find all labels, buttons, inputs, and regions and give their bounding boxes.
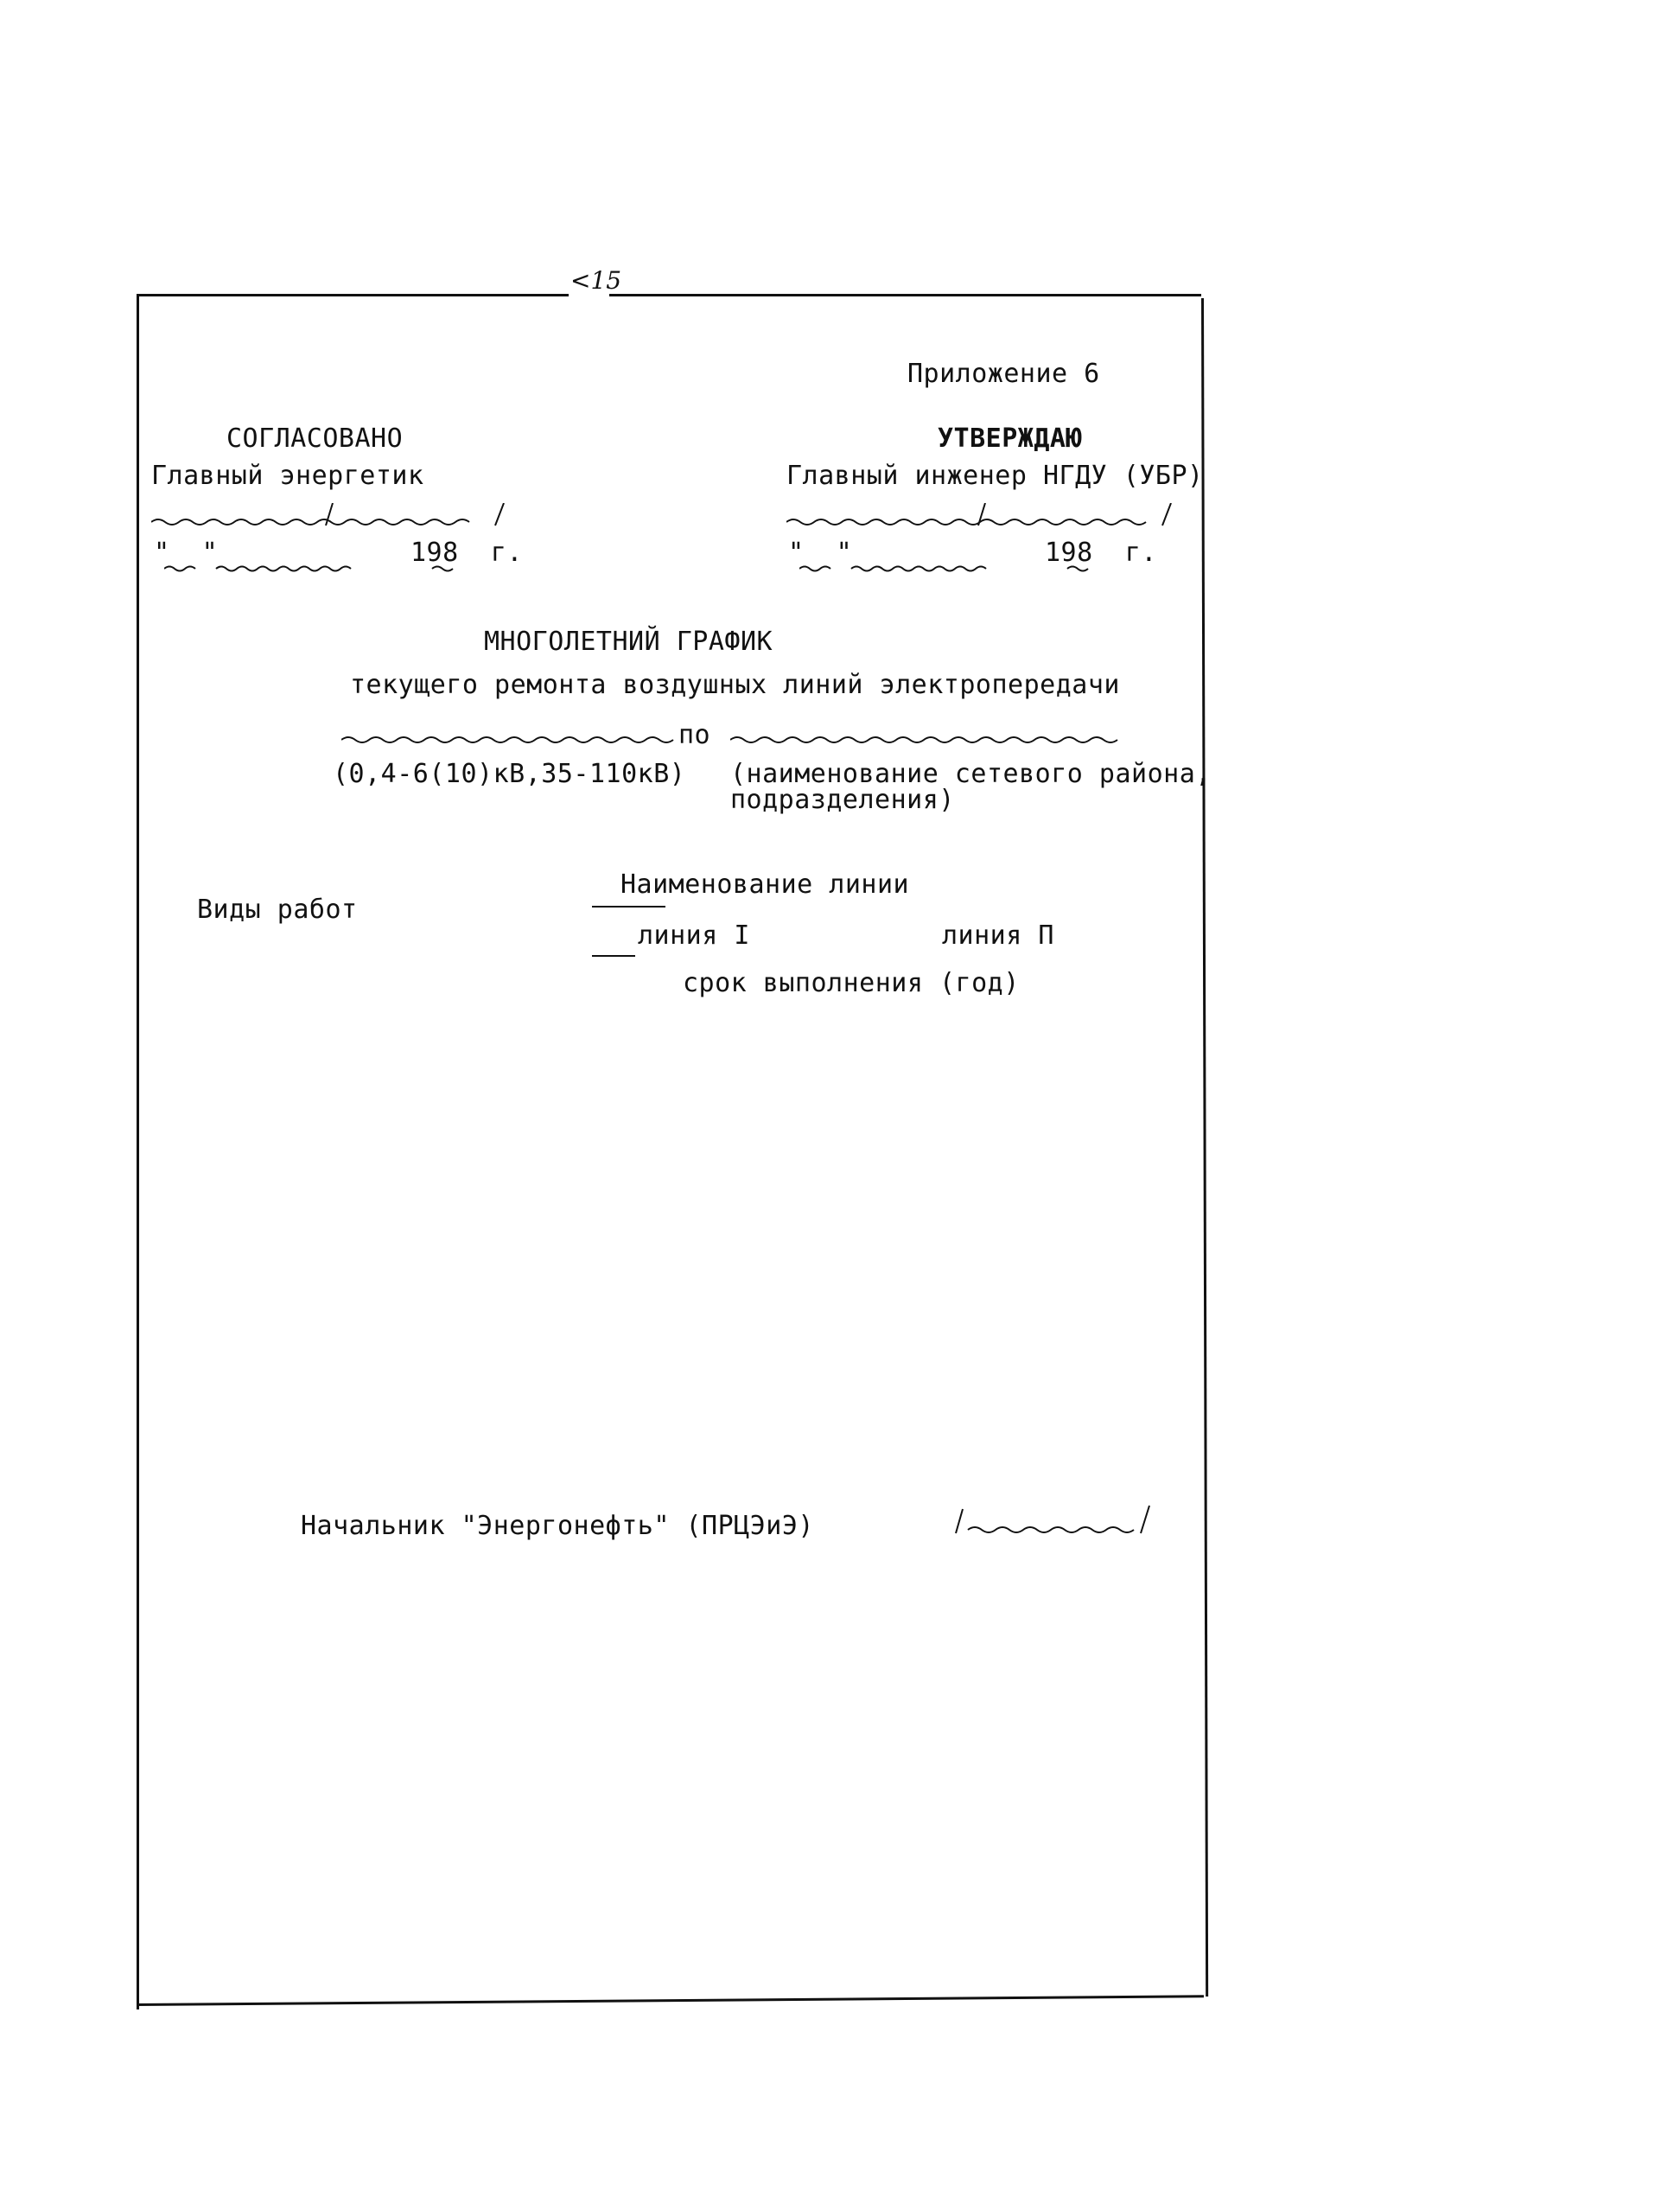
appendix-label: Приложение 6 [907, 359, 1100, 389]
po-label: по [678, 720, 711, 750]
document-title: МНОГОЛЕТНИЙ ГРАФИК [484, 627, 773, 657]
frame-bottom [137, 1995, 1204, 2006]
agreed-heading: СОГЛАСОВАНО [226, 424, 404, 454]
page-number: <15 [570, 266, 622, 295]
work-types-header: Виды работ [197, 895, 358, 925]
approved-date-underline [799, 562, 1110, 574]
agreed-position: Главный энергетик [151, 461, 424, 491]
line-1-header: линия I [638, 920, 750, 951]
district-blank [730, 733, 1128, 745]
frame-left [137, 294, 139, 2009]
voltage-hint: (0,4-6(10)кВ,35-110кВ) [333, 759, 686, 789]
frame-top-right [609, 294, 1201, 296]
approved-position: Главный инженер НГДУ (УБР) [786, 461, 1204, 491]
district-hint-1: (наименование сетевого района, [730, 759, 1212, 789]
line-2-header: линия П [942, 920, 1054, 951]
approved-heading: УТВЕРЖДАЮ [938, 424, 1083, 454]
agreed-date-underline [164, 562, 475, 574]
agreed-signature-line [151, 503, 514, 529]
footer-head-label: Начальник "Энергонефть" (ПРЦЭиЭ) [301, 1511, 814, 1541]
line-1-dash [592, 955, 635, 957]
line-name-dash [592, 906, 665, 908]
district-hint-2: подразделения) [730, 785, 955, 815]
voltage-blank [341, 733, 678, 745]
footer-signature-line [951, 1504, 1154, 1538]
frame-right [1201, 298, 1208, 1997]
line-name-header: Наименование линии [620, 869, 910, 900]
document-subtitle: текущего ремонта воздушных линий электропередачи [350, 670, 1120, 700]
approved-signature-line [786, 503, 1175, 529]
approved-date: " " 198 г. [788, 538, 1157, 568]
frame-top-left [137, 294, 569, 296]
agreed-date: " " 198 г. [154, 538, 523, 568]
deadline-header: срок выполнения (год) [683, 968, 1020, 998]
